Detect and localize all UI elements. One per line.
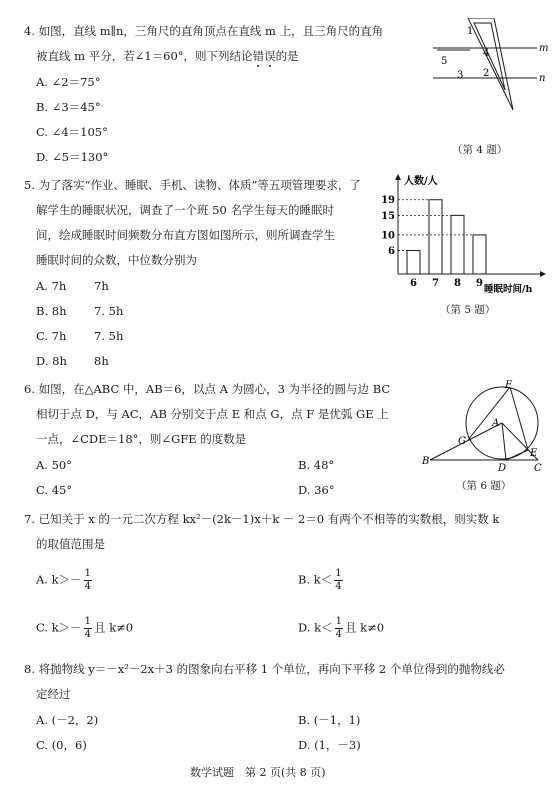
y-tick-label: 19 xyxy=(381,195,395,207)
angle-label: 2 xyxy=(483,68,490,79)
histogram-bar xyxy=(429,200,442,274)
q7-stem-line1: 7. 已知关于 x 的一元二次方程 kx²－(2k－1)x＋k － 2＝0 有两个不相等的实数根，则实数 k xyxy=(24,512,500,526)
histogram-bar xyxy=(407,251,420,274)
line-label-n: n xyxy=(539,73,546,84)
q5-histogram xyxy=(380,170,550,296)
q6-stem-line1: 6. 如图，在△ABC 中，AB＝6，以点 A 为圆心，3 为半径的圆与边 BC xyxy=(24,382,391,396)
q4-emphasis-char: 误 xyxy=(264,49,276,63)
q8-stem-line1: 8. 将抛物线 y＝－x²－2x＋3 的图象向右平移 1 个单位，再向下平移 2 个单位得到的抛物线必 xyxy=(24,662,505,676)
q5-option-c: C. 7h 7. 5h xyxy=(36,329,124,343)
q5-stem-line1: 5. 为了落实“作业、睡眠、手机、读物、体质”等五项管理要求，了 xyxy=(24,178,361,192)
point-label: A xyxy=(492,418,500,429)
q4-option-c: C. ∠4＝105° xyxy=(36,125,108,139)
q6-figure-caption: （第 6 题） xyxy=(456,480,512,492)
angle-label: 4 xyxy=(483,48,490,59)
q4-option-a: A. ∠2＝75° xyxy=(36,75,101,89)
point-label: B xyxy=(422,456,430,467)
x-axis-arrow xyxy=(540,271,546,277)
q8-stem-line2: 定经过 xyxy=(36,687,71,701)
q5-stem-line4: 睡眠时间的众数，中位数分别为 xyxy=(36,253,197,267)
y-tick-label: 10 xyxy=(381,230,395,242)
point-label: F xyxy=(505,380,512,391)
angle-label: 5 xyxy=(441,56,448,67)
triangle-ruler xyxy=(468,18,513,110)
q6-option-c: C. 45° xyxy=(36,483,73,497)
line-ad xyxy=(502,423,506,460)
x-tick-label: 7 xyxy=(432,278,439,289)
q4-option-d: D. ∠5＝130° xyxy=(36,150,109,164)
x-tick-label: 9 xyxy=(476,278,483,289)
histogram-bar xyxy=(451,215,464,274)
q8-option-b: B. (－1，1) xyxy=(298,713,361,727)
q5-option-d: D. 8h 8h xyxy=(36,354,109,368)
line-de xyxy=(506,450,528,460)
q6-stem-line3: 一点，∠CDE＝18°，则∠GFE 的度数是 xyxy=(36,432,247,446)
line-label-m: m xyxy=(539,43,549,54)
q4-stem-line2 xyxy=(36,45,299,68)
q6-option-d: D. 36° xyxy=(298,483,335,497)
q7-option-b: B. k＜ $\frac{1}{4}$ xyxy=(298,568,342,592)
q6-figure xyxy=(420,378,550,476)
point-label: C xyxy=(534,463,542,474)
q7-option-a: A. k＞－ $\frac{1}{4}$ xyxy=(36,568,91,592)
q4-option-b: B. ∠3＝45° xyxy=(36,100,101,114)
q5-figure-caption: （第 5 题） xyxy=(440,304,496,316)
angle-label: 3 xyxy=(457,70,464,81)
q6-stem-line2: 相切于点 D，与 AC，AB 分别交于点 E 和点 G，点 F 是优弧 GE 上 xyxy=(36,407,389,421)
x-tick-label: 6 xyxy=(410,278,417,289)
y-axis-label: 人数/人 xyxy=(404,176,438,187)
q4-stem-text: 被直线 m 平分，若∠1＝60°，则下列结论 xyxy=(36,49,253,63)
triangle-ruler-inner xyxy=(474,23,505,90)
q7-stem-line2: 的取值范围是 xyxy=(36,537,105,551)
q4-stem-text: 的是 xyxy=(275,49,299,63)
angle-label: 1 xyxy=(467,26,474,37)
point-label: D xyxy=(498,463,507,474)
q7-option-d: D. k＜ $\frac{1}{4}$ 且 k≠0 xyxy=(298,616,385,640)
q4-stem-line1: 4. 如图，直线 m∥n，三角尺的直角顶点在直线 m 上，且三角尺的直角 xyxy=(24,24,384,38)
q7-option-c: C. k＞－ $\frac{1}{4}$ 且 k≠0 xyxy=(36,616,134,640)
q4-figure-caption: （第 4 题） xyxy=(452,144,508,156)
q6-option-a: A. 50° xyxy=(36,458,72,472)
q8-option-a: A. (－2，2) xyxy=(36,713,99,727)
q5-stem-line3: 间，绘成睡眠时间频数分布直方图如图所示，则所调查学生 xyxy=(36,228,335,242)
x-axis-label: 睡眠时间/h xyxy=(484,284,533,295)
line-fg xyxy=(468,387,510,440)
q5-option-b: B. 8h 7. 5h xyxy=(36,304,124,318)
q4-emphasis-char: 错 xyxy=(253,49,265,63)
page-footer: 数学试题 第 2 页(共 8 页) xyxy=(190,766,326,779)
q6-option-b: B. 48° xyxy=(298,458,335,472)
q4-figure xyxy=(425,18,550,130)
histogram-bar xyxy=(473,235,486,274)
point-label: E xyxy=(530,448,538,459)
y-axis-arrow xyxy=(395,174,401,180)
y-tick-label: 6 xyxy=(388,246,395,258)
q5-option-a: A. 7h 7h xyxy=(36,279,109,293)
x-tick-label: 8 xyxy=(454,278,461,289)
y-tick-label: 15 xyxy=(381,210,395,222)
q8-option-d: D. (1，－3) xyxy=(298,738,361,752)
point-label: G xyxy=(458,436,466,447)
q5-stem-line2: 解学生的睡眠状况，调查了一个班 50 名学生每天的睡眠时 xyxy=(36,203,334,217)
q8-option-c: C. (0，6) xyxy=(36,738,87,752)
